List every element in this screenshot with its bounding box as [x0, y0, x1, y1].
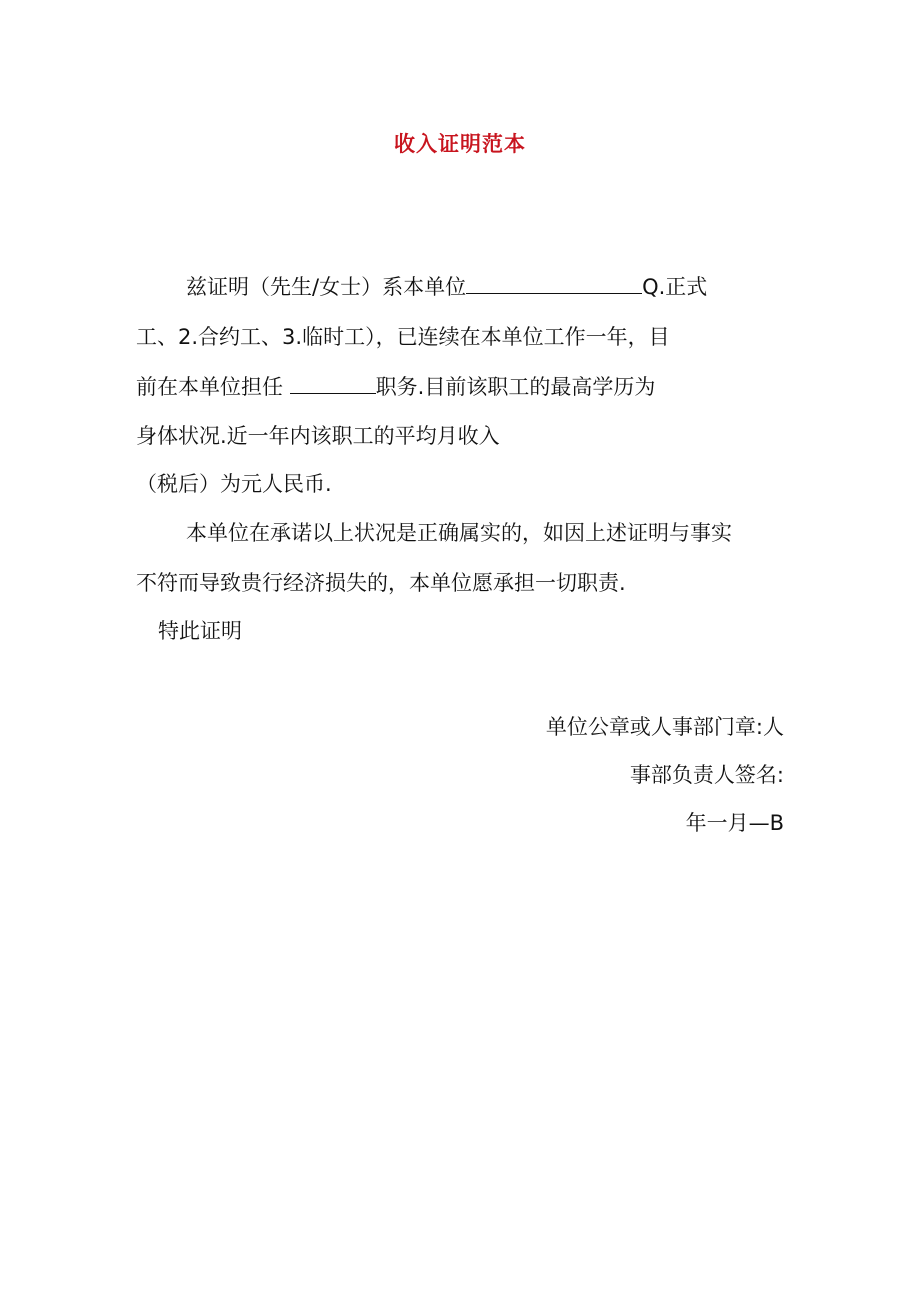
unit-name-blank: [466, 273, 642, 294]
para1-line4: 身体状况.近一年内该职工的平均月收入: [136, 424, 500, 448]
signature-line2: 事部负责人签名:: [629, 763, 784, 787]
document-title: 收入证明范本: [394, 132, 526, 156]
para1-line2: 工、2.合约工、3.临时工），已连续在本单位工作一年，目: [136, 325, 670, 349]
para1-line5: （税后）为元人民币.: [136, 472, 332, 496]
closing-text: 特此证明: [158, 619, 242, 643]
para2-line1: 本单位在承诺以上状况是正确属实的，如因上述证明与事实: [186, 521, 732, 545]
para1-line1-text: 兹证明（先生/女士）系本单位: [186, 275, 467, 299]
para1-line3: [136, 372, 655, 402]
para1-line3-text: 前在本单位担任: [136, 375, 283, 399]
signature-date: 年一月—B: [685, 811, 784, 835]
para1-line1: [186, 272, 707, 302]
para2-line2: 不符而导致贵行经济损失的，本单位愿承担一切职责.: [136, 571, 626, 595]
signature-line1: 单位公章或人事部门章:人: [545, 715, 784, 739]
position-blank: [290, 373, 376, 394]
para1-line1-tail: Q.正式: [642, 275, 708, 299]
para1-line3-tail: 职务.目前该职工的最高学历为: [375, 375, 656, 399]
